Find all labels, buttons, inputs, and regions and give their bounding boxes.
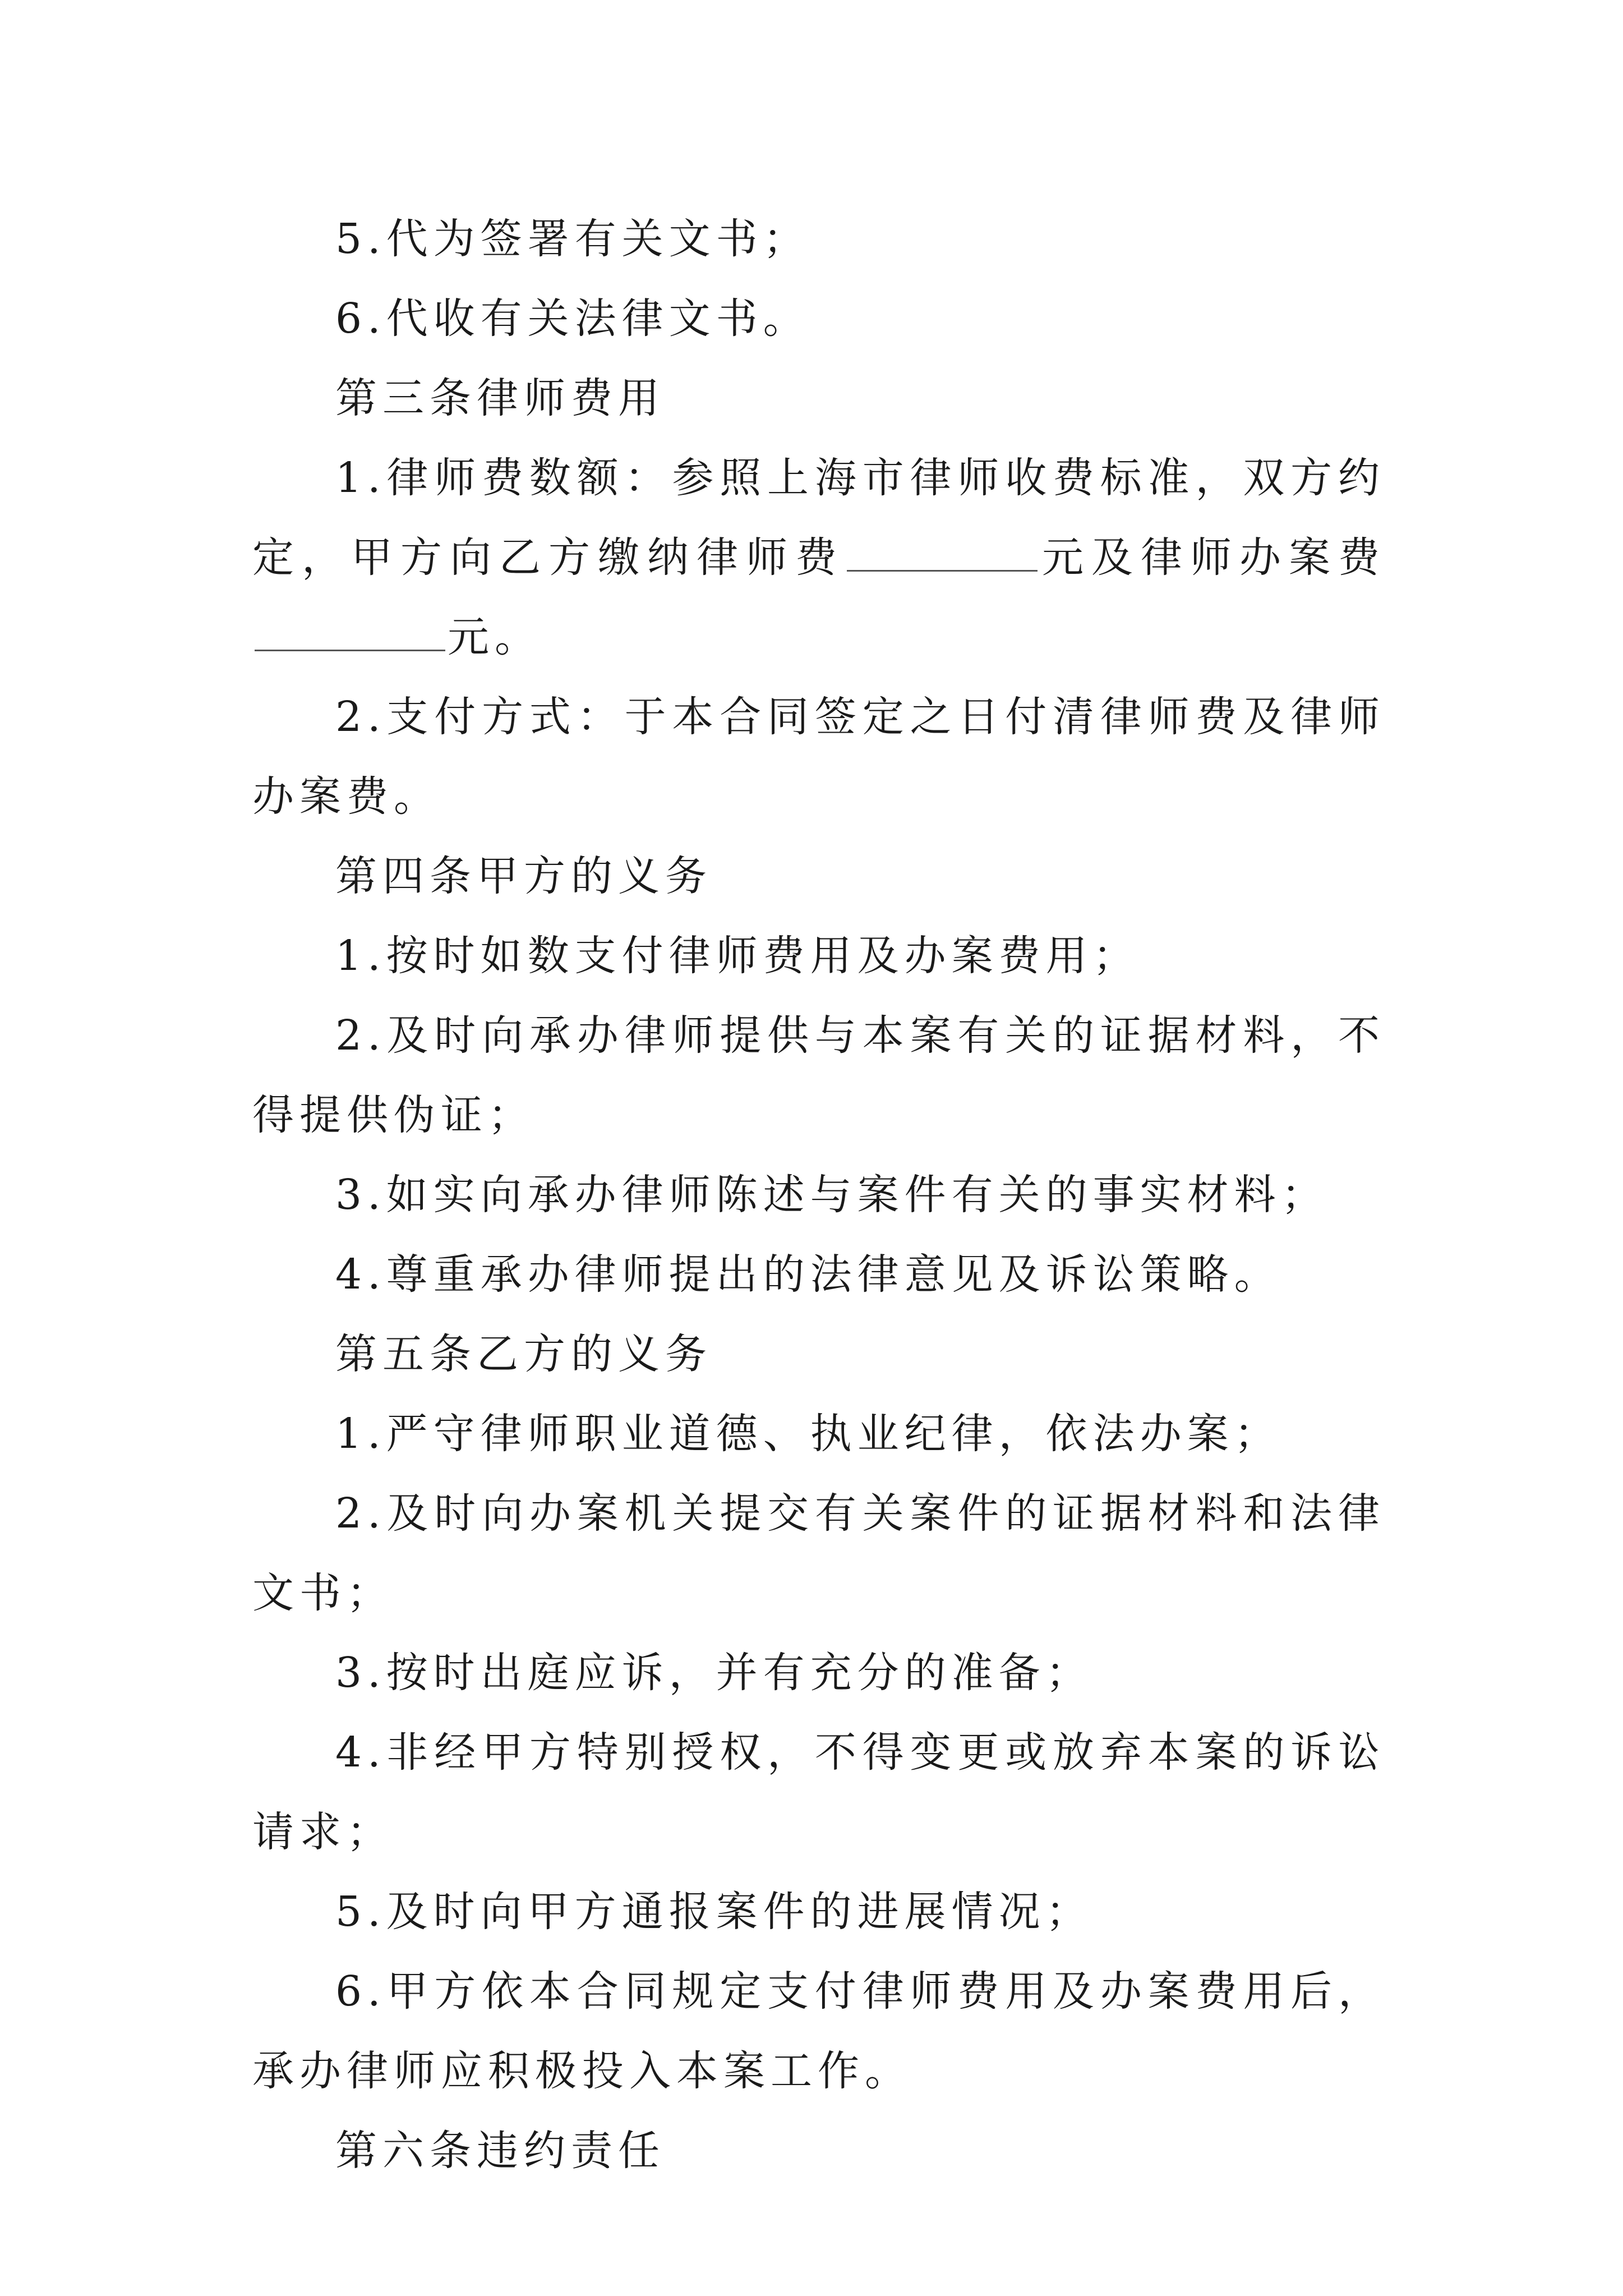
section-heading: 第五条乙方的义务 [335, 1330, 712, 1378]
case-fee-blank [255, 616, 445, 651]
fee-clause-text-1: 1.律师费数额：参照上海市律师收费标准，双方约定，甲方向乙方缴纳律师费 [252, 454, 1385, 582]
paragraph: 6.甲方依本合同规定支付律师费用及办案费用后，承办律师应积极投入本案工作。 [252, 1967, 1385, 2095]
fee-clause-paragraph [252, 438, 1385, 677]
fee-clause-text-2: 元及律师办案费 [1040, 533, 1385, 582]
document-body [252, 199, 1385, 2191]
paragraph: 4.非经甲方特别授权，不得变更或放弃本案的诉讼请求； [252, 1728, 1385, 1856]
paragraph: 2.及时向承办律师提供与本案有关的证据材料，不得提供伪证； [252, 1011, 1385, 1139]
paragraph: 1.严守律师职业道德、执业纪律，依法办案； [335, 1410, 1281, 1458]
paragraph: 2.支付方式：于本合同签定之日付清律师费及律师办案费。 [252, 693, 1385, 821]
paragraph: 6.代收有关法律文书。 [335, 295, 810, 343]
section-heading: 第六条违约责任 [335, 2127, 665, 2175]
paragraph: 5.及时向甲方通报案件的进展情况； [335, 1888, 1093, 1936]
fee-clause-text-3: 元。 [448, 613, 542, 661]
paragraph: 2.及时向办案机关提交有关案件的证据材料和法律文书； [252, 1489, 1385, 1617]
paragraph: 3.按时出庭应诉，并有充分的准备； [335, 1649, 1093, 1697]
lawyer-fee-blank [847, 536, 1038, 572]
section-heading: 第四条甲方的义务 [335, 852, 712, 900]
section-heading: 第三条律师费用 [335, 374, 665, 422]
paragraph: 5.代为签署有关文书； [335, 215, 810, 263]
paragraph: 1.按时如数支付律师费用及办案费用； [335, 932, 1140, 980]
paragraph: 4.尊重承办律师提出的法律意见及诉讼策略。 [335, 1250, 1281, 1299]
paragraph: 3.如实向承办律师陈述与案件有关的事实材料； [335, 1171, 1329, 1219]
